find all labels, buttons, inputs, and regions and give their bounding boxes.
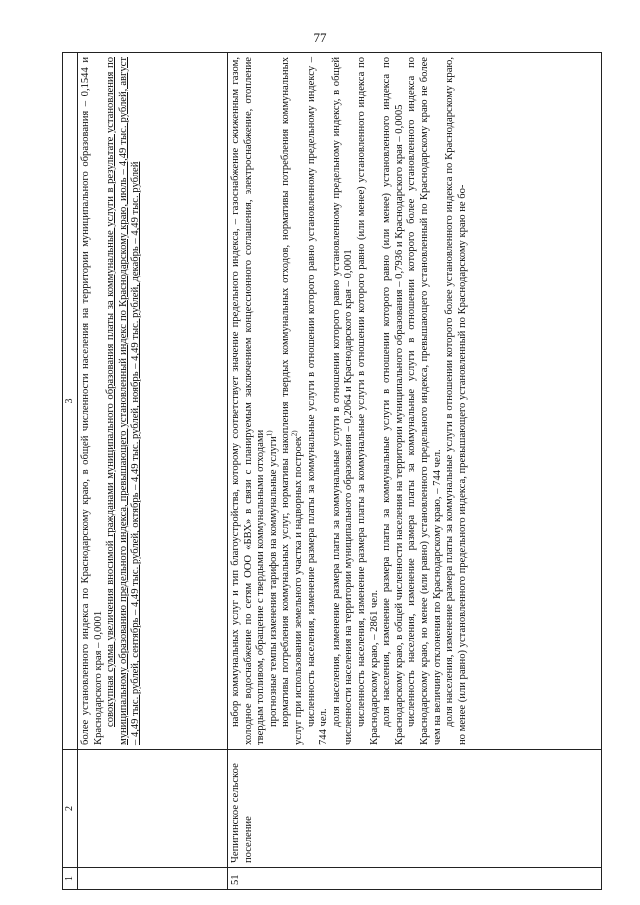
row-51-para-5: доля населения, изменение размера платы за коммунальные услуги в отношении которого равно установленному предельному индексу, в общей численности населения на территории муниципального образования – 0,2064 и Краснодарского края – 0,0001 [330,57,355,745]
row-51-para-8: численность населения, изменение размера платы за коммунальные услуги в отношении которого более установленного индекса по Краснодарскому краю, но менее (или равно) установленного предельного индекса, превышающего установленный по Краснодарскому краю не более чем на величину отклонения по Краснодарскому краю, – 744 чел. [406,57,443,745]
row-51-para-3-wrap [280,57,305,745]
table-row-51 [228,53,602,890]
row-51-para-3: нормативы потребления коммунальных услуг, нормативы накопления твердых коммунальных отходов, нормативы потребления коммунальных услуг при использовании земельного участка и надворных построек [280,57,304,745]
table-row-previous [78,53,228,890]
row-51-para-2-wrap [265,57,281,745]
header-cell-1: 1 [63,868,78,890]
row-prev-line-1: более установленного индекса по Краснодарскому краю, в общей численности населения на территории муниципального образования – 0,1544 и Краснодарского края – 0,0001 [80,57,104,745]
row-51-para-7: доля населения, изменение размера платы за коммунальные услуги в отношении которого равно (или менее) установленного индекса по Краснодарскому краю, в общей численности населения на территории муниципального образования – 0,7936 и Краснодарского края – 0,0005 [381,57,405,745]
header-cell-3: 3 [63,53,78,750]
row-51-name: Чепигинское сельское поселение [228,750,602,868]
row-prev-line-2: совокупная сумма увеличения вносимой гражданами муниципального образования платы за коммунальные услуги в результате установления по муниципальному образованию предельного индекса, превышающего установленный индекс по Краснодарскому краю, июль – 4,49 тыс. рублей, август – 4,49 тыс. рублей, сентябрь – 4,49 тыс. рублей, октябрь – 4,49 тыс. рублей, ноябрь – 4,49 тыс. рублей, декабрь – 4,49 тыс. рублей [105,57,142,745]
row-prev-content [78,53,228,750]
footnote-ref-2: 2) [290,430,299,437]
row-51-para-2: прогнозные темпы изменения тарифов на коммунальные услуги [267,436,279,727]
row-51-para-6: численность населения, изменение размера платы за коммунальные услуги в отношении которого равно (или менее) установленного индекса по Краснодарскому краю, – 2861 чел. [355,57,380,745]
page-number: 77 [313,30,327,45]
data-table [62,52,602,890]
table-header-row [63,53,78,890]
row-51-para-4: численность населения, изменение размера платы за коммунальные услуги в отношении которого равно установленному предельному индексу – 744 чел. [305,57,330,745]
row-51-para-1: набор коммунальных услуг и тип благоустройства, которому соответствует значение предельного индекса, – газоснабжение сжиженным газом, холодное водоснабжение по сетям ООО «БВХ» в связи с планируемым заключением концессионного соглашения, электроснабжение, отопление твердым топливом, обращение с твердыми коммунальными отходами [230,57,267,745]
row-prev-name [78,750,228,868]
footnote-ref-1: 1) [265,430,274,437]
row-51-content [228,53,602,750]
header-cell-2: 2 [63,750,78,868]
row-51-num: 51 [228,868,602,890]
row-prev-num [78,868,228,890]
row-51-para-9: доля населения, изменение размера платы за коммунальные услуги в отношении которого более установленного индекса по Краснодарскому краю, но менее (или равно) установленного предельного индекса, превышающего установленный по Краснодарскому краю не бо- [444,57,468,745]
rotated-table-container [62,52,602,890]
